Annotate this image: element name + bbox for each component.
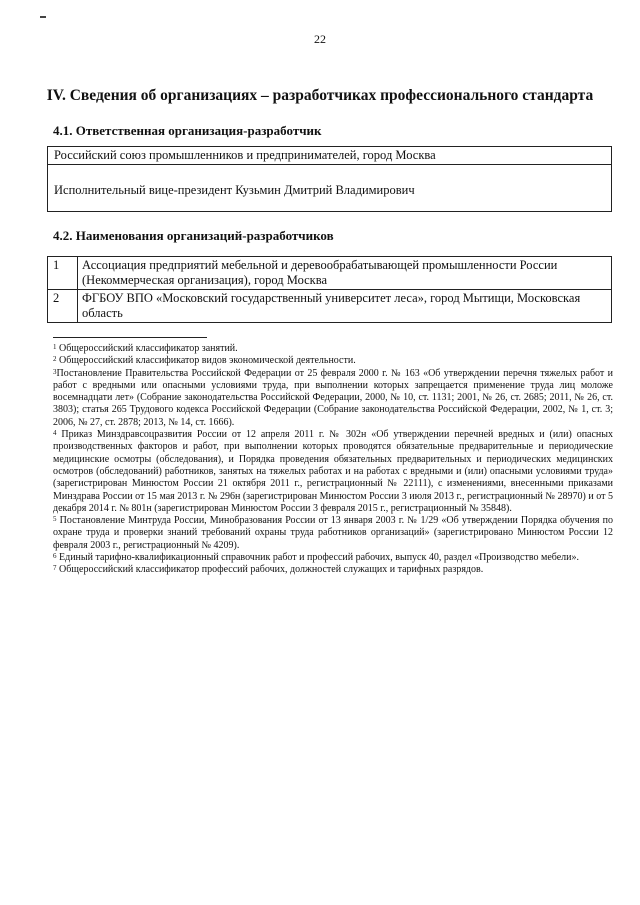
footnote-text: Общероссийский классификатор занятий.	[59, 343, 238, 354]
footnote-text: Постановление Правительства Российской Федерации от 25 февраля 2000 г. № 163 «Об утверждении перечня тяжелых работ и работ с вредными или опасными условиями труда, при выполнении которых запрещается применение труда лиц моложе восемнадцати лет» (Собрание законодательства Российской Федерации, 2000, № 10, ст. 1131; 2001, № 26, ст. 2685; 2011, № 26, ст. 3803); статья 265 Трудового кодекса Российской Федерации (Собрание законодательства Российской Федерации, 2002, № 1, ст. 3; 2006, № 27, ст. 2878; 2013, № 14, ст. 1666).	[53, 367, 613, 428]
footnote	[53, 515, 613, 552]
scan-mark	[40, 16, 46, 18]
table-row	[48, 257, 612, 290]
footnote-text: Общероссийский классификатор профессий рабочих, должностей служащих и тарифных разрядов.	[59, 564, 484, 576]
footnotes	[53, 343, 613, 577]
responsible-org-name: Российский союз промышленников и предпринимателей, город Москва	[48, 147, 611, 165]
org-name: Ассоциация предприятий мебельной и деревообрабатывающей промышленности России (Некоммерческая организация), город Москва	[78, 257, 612, 290]
footnote-mark: 5	[53, 515, 57, 524]
footnote-mark: 1	[53, 343, 57, 351]
responsible-org-representative: Исполнительный вице-президент Кузьмин Дмитрий Владимирович	[54, 183, 415, 197]
footnote	[53, 368, 613, 429]
footnote-text: Единый тарифно-квалификационный справочник работ и профессий рабочих, выпуск 40, раздел «Производство мебели».	[59, 552, 580, 564]
footnote-mark: 7	[53, 564, 57, 573]
responsible-org-box	[47, 146, 612, 212]
footnote	[53, 552, 613, 564]
footnote-mark: 2	[53, 355, 57, 364]
org-name: ФГБОУ ВПО «Московский государственный университет леса», город Мытищи, Московская область	[78, 290, 612, 323]
section-title: IV. Сведения об организациях – разработчиках профессионального стандарта	[46, 87, 594, 104]
footnote	[53, 564, 613, 576]
page-number: 22	[314, 32, 326, 46]
footnote-text: Постановление Минтруда России, Минобразования России от 13 января 2003 г. № 1/29 «Об утверждении Порядка обучения по охране труда и проверки знаний требований охраны труда работников организаций» (зарегистрировано Минюстом России 12 февраля 2003 г., регистрационный № 4209).	[53, 515, 613, 551]
footnote	[53, 429, 613, 515]
developer-orgs-heading: 4.2. Наименования организаций-разработчиков	[53, 228, 334, 243]
footnote-mark: 3	[53, 367, 57, 376]
table-row	[48, 290, 612, 323]
row-number: 2	[48, 290, 78, 323]
footnote-text: Приказ Минздравсоцразвития России от 12 апреля 2011 г. № 302н «Об утверждении перечней вредных и (или) опасных производственных факторов и работ, при выполнении которых проводятся обязательные предварительные и периодические медицинские осмотры (обследования), и Порядка проведения обязательных предварительных и периодических медицинских осмотров (обследований) работников, занятых на тяжелых работах и на работах с вредными и (или) опасными условиями труда» (зарегистрирован Минюстом России 21 октября 2011 г., регистрационный № 22111), с изменениями, внесенными приказами Минздрава России от 15 мая 2013 г. № 296н (зарегистрирован Минюстом России 3 июля 2013 г., регистрационный № 28970) и от 5 декабря 2014 г. № 801н (зарегистрирован Минюстом России 3 февраля 2015 г., регистрационный № 35848).	[53, 429, 613, 514]
footnote-text: Общероссийский классификатор видов экономической деятельности.	[59, 355, 356, 367]
row-number: 1	[48, 257, 78, 290]
developer-orgs-table	[47, 256, 612, 323]
footnote-divider	[53, 337, 207, 338]
responsible-org-heading: 4.1. Ответственная организация-разработчик	[53, 123, 322, 138]
footnote-mark: 4	[53, 429, 57, 438]
footnote-mark: 6	[53, 552, 57, 561]
footnote	[53, 355, 613, 367]
footnote	[53, 343, 613, 355]
